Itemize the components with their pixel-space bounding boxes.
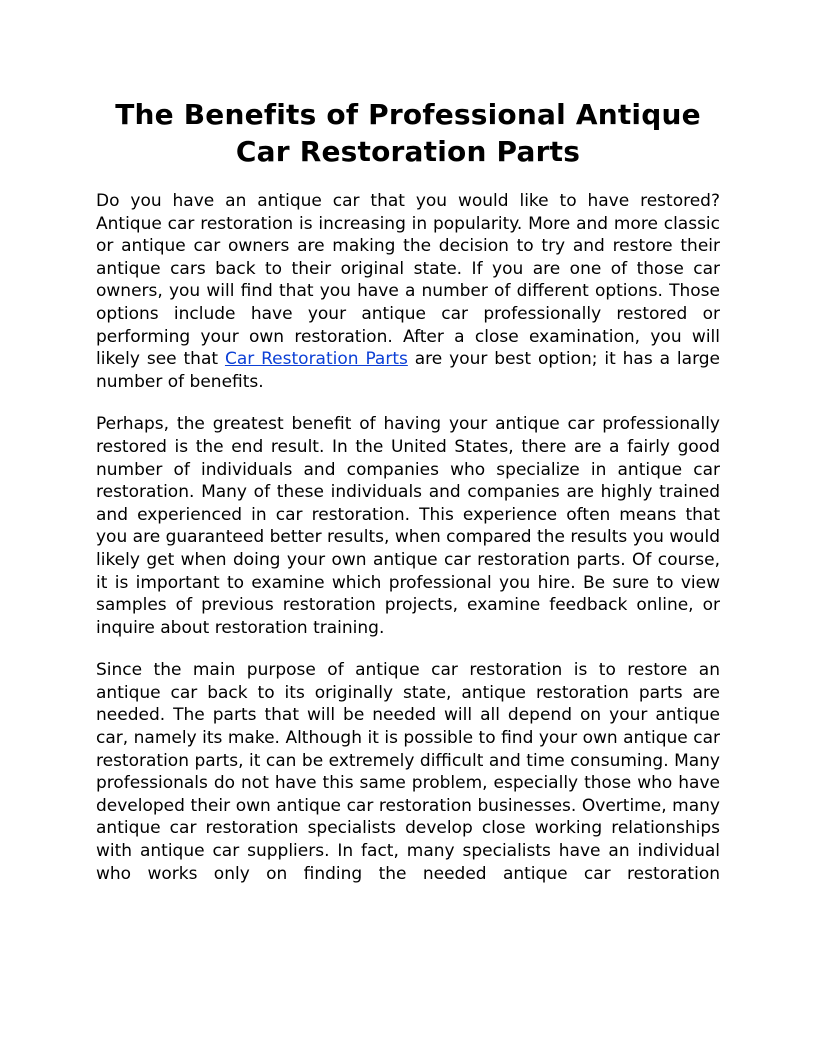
document-page [96, 96, 720, 905]
paragraph-intro [96, 190, 720, 393]
paragraph-benefits: Perhaps, the greatest benefit of having your antique car professionally restored is the end result. In the United States, there are a fairly good number of individuals and companies who specialize in antique car restoration. Many of these individuals and companies are highly trained and experienced in car restoration. This experience often means that you are guaranteed better results, when compared the results you would likely get when doing your own antique car restoration parts. Of course, it is important to examine which professional you hire. Be sure to view samples of previous restoration projects, examine feedback online, or inquire about restoration training. [96, 414, 720, 638]
car-restoration-parts-link[interactable]: Car Restoration Parts [224, 349, 408, 370]
paragraph-parts: Since the main purpose of antique car restoration is to restore an antique car back to its originally state, antique restoration parts are needed. The parts that will be needed will all depend on your antique car, namely its make. Although it is possible to find your own antique car restoration parts, it can be extremely difficult and time consuming. Many professionals do not have this same problem, especially those who have developed their own antique car restoration businesses. Overtime, many antique car restoration specialists develop close working relationships with antique car suppliers. In fact, many specialists have an individual who works only on finding the needed antique car restoration [96, 660, 720, 884]
paragraph-intro-text: Do you have an antique car that you would like to have restored? Antique car restoration is increasing in popularity. More and more classic or antique car owners are making the decision to try and restore their antique cars back to their original state. If you are one of those car owners, you will find that you have a number of different options. Those options include have your antique car professionally restored or performing your own restoration. After a close examination, you will likely see that [96, 191, 720, 370]
paragraph-intro-text-end: are your best option; it has a large number of benefits. [96, 349, 721, 392]
document-title: The Benefits of Professional Antique Car Restoration Parts [115, 98, 701, 168]
